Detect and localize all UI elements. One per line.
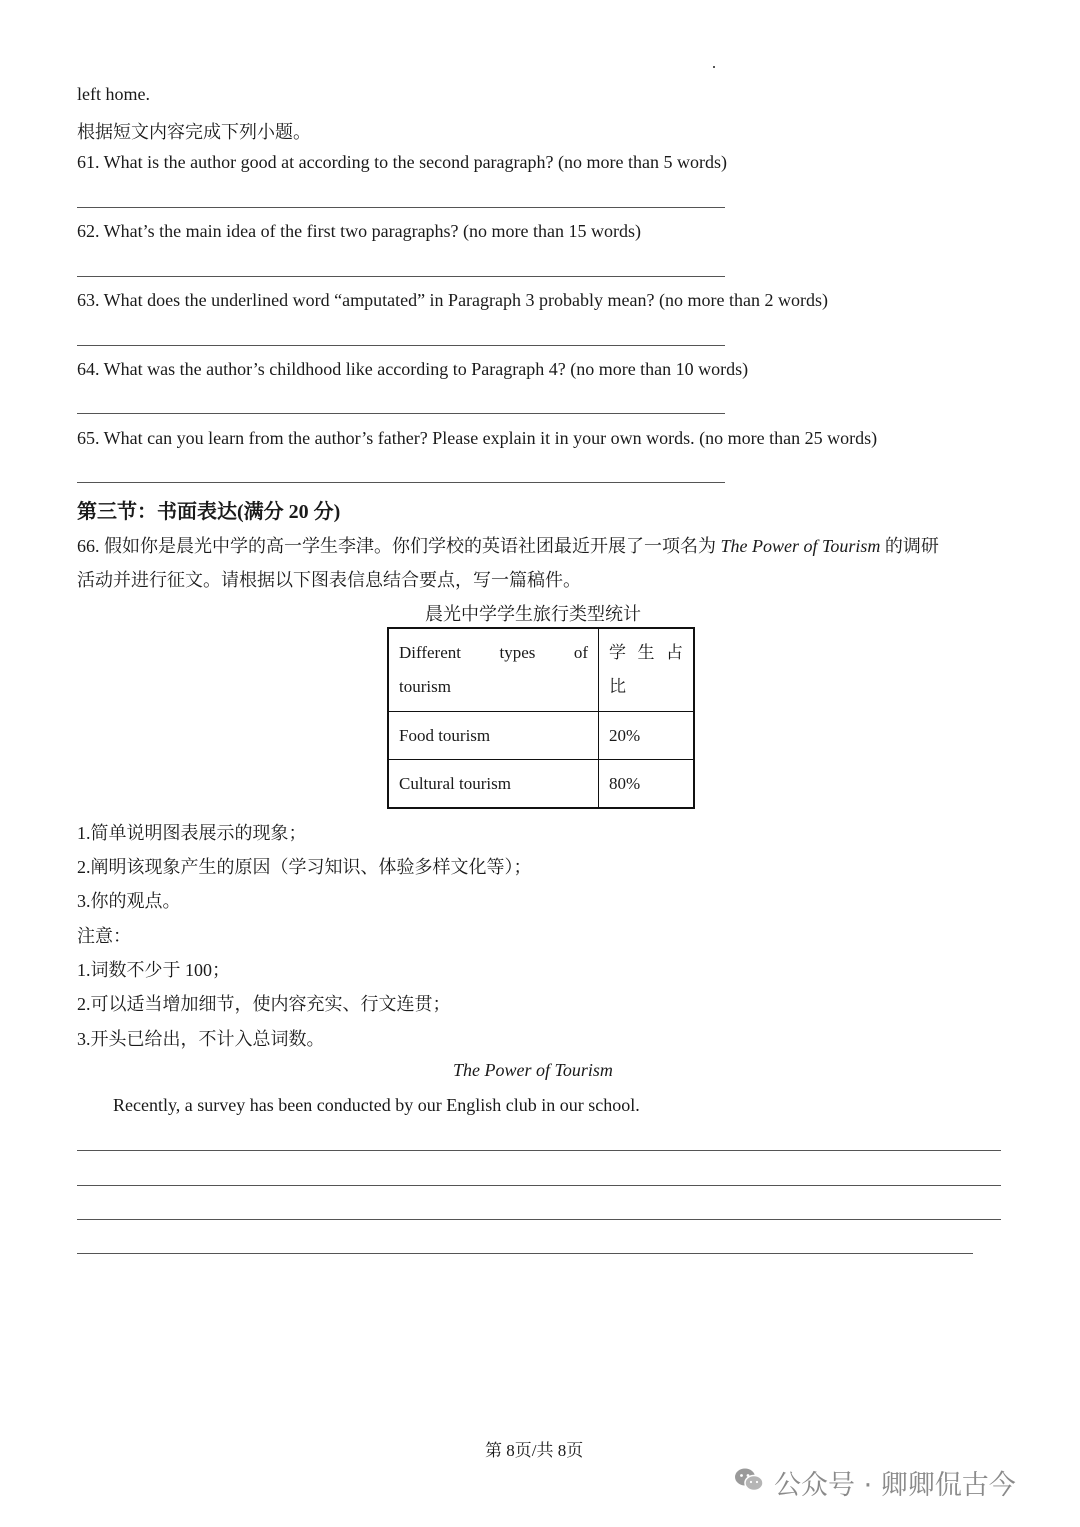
point-3: 3.你的观点。 — [77, 891, 181, 911]
question-61: 61. What is the author good at according to the second paragraph? (no more than 5 words) — [77, 152, 727, 172]
header-type-line2: tourism — [399, 677, 451, 696]
writing-line — [77, 1253, 973, 1254]
section-heading: 第三节：书面表达(满分 20 分) — [77, 501, 341, 523]
q66-text-part2: 的调研 — [884, 536, 939, 556]
instruction-text: 根据短文内容完成下列小题。 — [77, 122, 311, 142]
essay-title: The Power of Tourism — [453, 1060, 613, 1080]
cell-share: 20% — [599, 712, 695, 760]
q66-text-part1: 66. 假如你是晨光中学的高一学生李津。你们学校的英语社团最近开展了一项名为 — [77, 536, 716, 556]
header-type-line1: Different types of — [399, 643, 588, 662]
question-63: 63. What does the underlined word “amputated” in Paragraph 3 probably mean? (no more than 2 words) — [77, 290, 828, 310]
cell-type: Food tourism — [388, 712, 599, 760]
q66-survey-title: The Power of Tourism — [720, 536, 881, 556]
wechat-icon — [734, 1466, 764, 1494]
cell-share: 80% — [599, 760, 695, 809]
question-65: 65. What can you learn from the author’s father? Please explain it in your own words. (no more than 25 words) — [77, 428, 878, 448]
table-row — [388, 760, 694, 809]
note-2: 2.可以适当增加细节，使内容充实、行文连贯； — [77, 994, 451, 1014]
essay-opening: Recently, a survey has been conducted by our English club in our school. — [113, 1095, 640, 1115]
header-share-line2: 比 — [609, 677, 626, 696]
page-number: 第 8页/共 8页 — [485, 1441, 584, 1460]
question-62: 62. What’s the main idea of the first two paragraphs? (no more than 15 words) — [77, 221, 642, 241]
question-66-line1 — [77, 532, 939, 558]
header-cell-share — [599, 628, 695, 712]
passage-continuation: left home. — [77, 84, 150, 104]
answer-line-64 — [77, 413, 725, 414]
table-row — [388, 712, 694, 760]
writing-line — [77, 1150, 1001, 1151]
answer-line-63 — [77, 345, 725, 346]
question-64: 64. What was the author’s childhood like according to Paragraph 4? (no more than 10 words) — [77, 359, 749, 379]
question-66-line2: 活动并进行征文。请根据以下图表信息结合要点，写一篇稿件。 — [77, 570, 581, 590]
table-header-row — [388, 628, 694, 712]
header-cell-type — [388, 628, 599, 712]
tourism-table — [387, 627, 695, 809]
writing-line — [77, 1185, 1001, 1186]
note-3: 3.开头已给出，不计入总词数。 — [77, 1029, 325, 1049]
table-caption: 晨光中学学生旅行类型统计 — [425, 604, 641, 624]
speck — [713, 66, 715, 68]
header-share-line1: 学 生 占 — [609, 643, 683, 662]
watermark-text: 公众号 · 卿卿侃古今 — [774, 1470, 1016, 1501]
point-2: 2.阐明该现象产生的原因（学习知识、体验多样文化等）； — [77, 857, 532, 877]
answer-line-65 — [77, 482, 725, 483]
notes-label: 注意： — [77, 926, 131, 946]
writing-line — [77, 1219, 1001, 1220]
note-1: 1.词数不少于 100； — [77, 960, 230, 980]
answer-line-61 — [77, 207, 725, 208]
point-1: 1.简单说明图表展示的现象； — [77, 823, 307, 843]
cell-type: Cultural tourism — [388, 760, 599, 809]
answer-line-62 — [77, 276, 725, 277]
